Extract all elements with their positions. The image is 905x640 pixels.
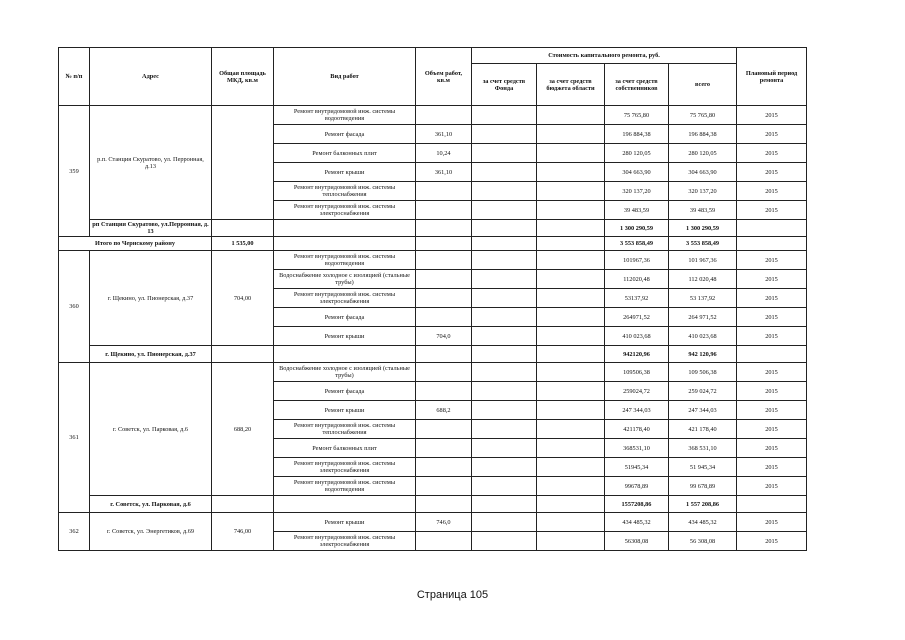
repair-period: 2015: [737, 106, 807, 125]
table-row: [59, 251, 807, 270]
work-type: Ремонт фасада: [274, 308, 416, 327]
cost-fund: [472, 270, 537, 289]
repair-period: 2015: [737, 420, 807, 439]
subtotal-sum: 1 557 208,86: [669, 496, 737, 513]
area-cell: [212, 106, 274, 220]
work-volume: [416, 458, 472, 477]
cost-region: [537, 477, 605, 496]
cost-region: [537, 401, 605, 420]
cost-owners: 56308,08: [605, 532, 669, 551]
address-cell: г. Советск, ул. Парковая, д.6: [90, 363, 212, 496]
cost-total: 264 971,52: [669, 308, 737, 327]
work-volume: [416, 289, 472, 308]
cost-region: [537, 439, 605, 458]
repair-period: 2015: [737, 125, 807, 144]
cost-fund: [472, 327, 537, 346]
header-num: № п/п: [59, 48, 90, 106]
repair-period: 2015: [737, 532, 807, 551]
work-type: Ремонт внутридомовой инж. системы теплоснабжения: [274, 182, 416, 201]
cost-fund: [472, 182, 537, 201]
repair-period: 2015: [737, 327, 807, 346]
empty-cell: [737, 220, 807, 237]
work-type: Ремонт внутридомовой инж. системы электроснабжения: [274, 532, 416, 551]
district-total-row: [59, 237, 807, 251]
cost-owners: 434 485,32: [605, 513, 669, 532]
subtotal-row: [59, 220, 807, 237]
cost-fund: [472, 201, 537, 220]
cost-fund: [472, 308, 537, 327]
cost-fund: [472, 532, 537, 551]
subtotal-owners: 1 300 290,59: [605, 220, 669, 237]
cost-region: [537, 182, 605, 201]
cost-owners: 112020,48: [605, 270, 669, 289]
empty-cell: [274, 237, 416, 251]
subtotal-row: [59, 346, 807, 363]
work-type: Водоснабжение холодное с изоляцией (стальные трубы): [274, 363, 416, 382]
subtotal-owners: 942120,96: [605, 346, 669, 363]
cost-owners: 109506,38: [605, 363, 669, 382]
subtotal-sum: 1 300 290,59: [669, 220, 737, 237]
work-volume: [416, 420, 472, 439]
cost-total: 112 020,48: [669, 270, 737, 289]
cost-total: 56 308,08: [669, 532, 737, 551]
work-volume: 746,0: [416, 513, 472, 532]
empty-cell: [274, 496, 416, 513]
cost-region: [537, 308, 605, 327]
cost-owners: 368531,10: [605, 439, 669, 458]
cost-owners: 51945,34: [605, 458, 669, 477]
cost-total: 39 483,59: [669, 201, 737, 220]
cost-fund: [472, 382, 537, 401]
empty-cell: [472, 237, 537, 251]
area-cell: 688,20: [212, 363, 274, 496]
work-type: Ремонт внутридомовой инж. системы электроснабжения: [274, 201, 416, 220]
table-body: [59, 106, 807, 551]
cost-total: 259 024,72: [669, 382, 737, 401]
work-type: Ремонт фасада: [274, 125, 416, 144]
work-type: Ремонт крыши: [274, 327, 416, 346]
address-cell: г. Щекино, ул. Пионерская, д.37: [90, 251, 212, 346]
cost-fund: [472, 251, 537, 270]
empty-cell: [737, 346, 807, 363]
work-volume: 688,2: [416, 401, 472, 420]
repair-period: 2015: [737, 289, 807, 308]
work-type: Ремонт крыши: [274, 163, 416, 182]
empty-cell: [537, 346, 605, 363]
empty-cell: [274, 220, 416, 237]
cost-region: [537, 420, 605, 439]
district-total-area: 1 535,00: [212, 237, 274, 251]
cost-owners: 421178,40: [605, 420, 669, 439]
cost-owners: 280 120,05: [605, 144, 669, 163]
cost-total: 320 137,20: [669, 182, 737, 201]
cost-total: 410 023,68: [669, 327, 737, 346]
repair-period: 2015: [737, 308, 807, 327]
subtotal-sum: 942 120,96: [669, 346, 737, 363]
work-type: Ремонт внутридомовой инж. системы водоотведения: [274, 477, 416, 496]
work-type: Ремонт фасада: [274, 382, 416, 401]
header-period: Плановый период ремонта: [737, 48, 807, 106]
cost-fund: [472, 477, 537, 496]
header-total: всего: [669, 64, 737, 106]
work-volume: [416, 270, 472, 289]
work-type: Ремонт балконных плит: [274, 144, 416, 163]
header-fund: за счет средств Фонда: [472, 64, 537, 106]
work-type: Ремонт внутридомовой инж. системы электроснабжения: [274, 458, 416, 477]
cost-fund: [472, 401, 537, 420]
district-total-sum: 3 553 858,49: [669, 237, 737, 251]
header-area: Общая площадь МКД, кв.м: [212, 48, 274, 106]
cost-total: 280 120,05: [669, 144, 737, 163]
subtotal-row: [59, 496, 807, 513]
cost-region: [537, 201, 605, 220]
cost-region: [537, 532, 605, 551]
repair-period: 2015: [737, 458, 807, 477]
header-volume: Объем работ, кв.м: [416, 48, 472, 106]
table-row: [59, 513, 807, 532]
empty-cell: [737, 237, 807, 251]
repair-period: 2015: [737, 513, 807, 532]
repair-period: 2015: [737, 270, 807, 289]
cost-fund: [472, 125, 537, 144]
header-owners: за счет средств собственников: [605, 64, 669, 106]
cost-fund: [472, 106, 537, 125]
repair-cost-table: [58, 47, 807, 551]
cost-owners: 304 663,90: [605, 163, 669, 182]
address-cell: г. Советск, ул. Энергетиков, д.69: [90, 513, 212, 551]
empty-cell: [416, 220, 472, 237]
work-volume: [416, 106, 472, 125]
empty-cell: [416, 496, 472, 513]
work-volume: [416, 182, 472, 201]
repair-period: 2015: [737, 182, 807, 201]
work-type: Водоснабжение холодное с изоляцией (стальные трубы): [274, 270, 416, 289]
empty-cell: [274, 346, 416, 363]
work-type: Ремонт крыши: [274, 401, 416, 420]
cost-region: [537, 363, 605, 382]
cost-total: 51 945,34: [669, 458, 737, 477]
work-volume: [416, 477, 472, 496]
row-number: 362: [59, 513, 90, 551]
repair-period: 2015: [737, 363, 807, 382]
district-total-label: Итого по Чернскому району: [59, 237, 212, 251]
area-cell: 746,00: [212, 513, 274, 551]
cost-total: 75 765,80: [669, 106, 737, 125]
cost-owners: 53137,92: [605, 289, 669, 308]
work-type: Ремонт балконных плит: [274, 439, 416, 458]
cost-fund: [472, 439, 537, 458]
cost-region: [537, 144, 605, 163]
empty-cell: [472, 496, 537, 513]
table-row: [59, 363, 807, 382]
cost-region: [537, 270, 605, 289]
repair-period: 2015: [737, 477, 807, 496]
page-number: Страница 105: [416, 589, 489, 601]
empty-cell: [212, 346, 274, 363]
repair-period: 2015: [737, 251, 807, 270]
empty-cell: [416, 237, 472, 251]
cost-owners: 259024,72: [605, 382, 669, 401]
empty-cell: [472, 220, 537, 237]
work-volume: 361,10: [416, 125, 472, 144]
cost-region: [537, 382, 605, 401]
cost-owners: 320 137,20: [605, 182, 669, 201]
work-volume: [416, 308, 472, 327]
table-row: [59, 106, 807, 125]
cost-fund: [472, 420, 537, 439]
repair-period: 2015: [737, 163, 807, 182]
cost-total: 109 506,38: [669, 363, 737, 382]
cost-fund: [472, 513, 537, 532]
row-number: 360: [59, 251, 90, 363]
header-cost-group: Стоимость капитального ремонта, руб.: [472, 48, 737, 64]
cost-region: [537, 106, 605, 125]
header-region: за счет средств бюджета области: [537, 64, 605, 106]
repair-period: 2015: [737, 382, 807, 401]
cost-owners: 39 483,59: [605, 201, 669, 220]
work-volume: 361,10: [416, 163, 472, 182]
cost-region: [537, 327, 605, 346]
repair-period: 2015: [737, 439, 807, 458]
cost-total: 434 485,32: [669, 513, 737, 532]
empty-cell: [212, 496, 274, 513]
cost-total: 304 663,90: [669, 163, 737, 182]
work-type: Ремонт крыши: [274, 513, 416, 532]
work-volume: 10,24: [416, 144, 472, 163]
cost-region: [537, 289, 605, 308]
cost-region: [537, 251, 605, 270]
cost-fund: [472, 144, 537, 163]
subtotal-owners: 1557208,86: [605, 496, 669, 513]
cost-owners: 196 884,38: [605, 125, 669, 144]
work-volume: 704,0: [416, 327, 472, 346]
cost-total: 421 178,40: [669, 420, 737, 439]
work-volume: [416, 439, 472, 458]
empty-cell: [537, 220, 605, 237]
work-type: Ремонт внутридомовой инж. системы электроснабжения: [274, 289, 416, 308]
repair-period: 2015: [737, 201, 807, 220]
subtotal-label: г. Щекино, ул. Пионерская, д.37: [90, 346, 212, 363]
work-volume: [416, 382, 472, 401]
subtotal-label: рп Станция Скуратово, ул.Перронная, д. 13: [90, 220, 212, 237]
repair-period: 2015: [737, 401, 807, 420]
cost-total: 99 678,89: [669, 477, 737, 496]
cost-owners: 247 344,03: [605, 401, 669, 420]
header-address: Адрес: [90, 48, 212, 106]
row-number: 359: [59, 106, 90, 237]
empty-cell: [537, 496, 605, 513]
address-cell: р.п. Станция Скуратово, ул. Перронная, д.13: [90, 106, 212, 220]
empty-cell: [212, 220, 274, 237]
empty-cell: [537, 237, 605, 251]
cost-owners: 99678,89: [605, 477, 669, 496]
cost-fund: [472, 163, 537, 182]
empty-cell: [472, 346, 537, 363]
cost-region: [537, 513, 605, 532]
cost-total: 53 137,92: [669, 289, 737, 308]
work-type: Ремонт внутридомовой инж. системы водоотведения: [274, 251, 416, 270]
empty-cell: [737, 496, 807, 513]
cost-total: 101 967,36: [669, 251, 737, 270]
cost-total: 247 344,03: [669, 401, 737, 420]
cost-owners: 75 765,80: [605, 106, 669, 125]
cost-owners: 101967,36: [605, 251, 669, 270]
cost-fund: [472, 289, 537, 308]
district-total-owners: 3 553 858,49: [605, 237, 669, 251]
cost-fund: [472, 458, 537, 477]
cost-owners: 264971,52: [605, 308, 669, 327]
empty-cell: [416, 346, 472, 363]
work-volume: [416, 363, 472, 382]
work-volume: [416, 251, 472, 270]
row-number: 361: [59, 363, 90, 513]
cost-region: [537, 458, 605, 477]
work-volume: [416, 201, 472, 220]
cost-total: 368 531,10: [669, 439, 737, 458]
work-volume: [416, 532, 472, 551]
cost-fund: [472, 363, 537, 382]
work-type: Ремонт внутридомовой инж. системы водоотведения: [274, 106, 416, 125]
header-work: Вид работ: [274, 48, 416, 106]
cost-region: [537, 125, 605, 144]
cost-owners: 410 023,68: [605, 327, 669, 346]
work-type: Ремонт внутридомовой инж. системы теплоснабжения: [274, 420, 416, 439]
cost-region: [537, 163, 605, 182]
area-cell: 704,00: [212, 251, 274, 346]
subtotal-label: г. Советск, ул. Парковая, д.6: [90, 496, 212, 513]
repair-period: 2015: [737, 144, 807, 163]
cost-total: 196 884,38: [669, 125, 737, 144]
